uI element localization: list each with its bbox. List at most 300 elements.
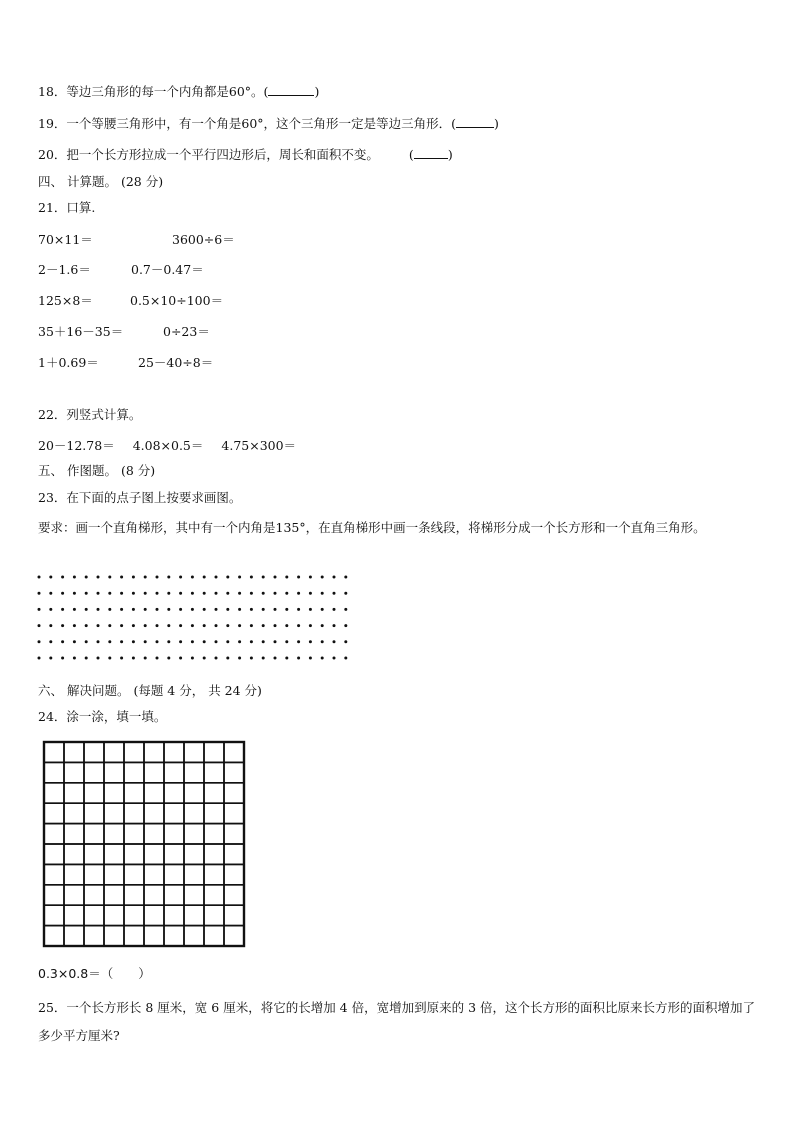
grid-dot[interactable] [144,657,147,660]
grid-dot[interactable] [262,576,265,579]
grid-dot[interactable] [156,576,159,579]
grid-cell[interactable] [64,803,84,823]
grid-dot[interactable] [274,576,277,579]
question-24-expression: 0.3×0.8＝（ ） [38,966,151,981]
grid-dot[interactable] [285,640,288,643]
grid-cell[interactable] [184,864,204,884]
grid-cell[interactable] [204,885,224,905]
grid-cell[interactable] [224,783,244,803]
grid-cell[interactable] [124,905,144,925]
grid-dot[interactable] [97,592,100,595]
grid-dot[interactable] [215,657,218,660]
grid-dot[interactable] [167,640,170,643]
grid-cell[interactable] [164,824,184,844]
grid-dot[interactable] [108,640,111,643]
grid-dot[interactable] [49,657,52,660]
column-calc-item: 20－12.78＝ [38,438,115,453]
grid-dot[interactable] [203,592,206,595]
grid-dot[interactable] [344,576,347,579]
question-18-text: 18．等边三角形的每一个内角都是60°。( [38,84,269,99]
grid-dot[interactable] [203,657,206,660]
grid-cell[interactable] [104,762,124,782]
grid-cell[interactable] [164,905,184,925]
grid-dot[interactable] [262,592,265,595]
grid-dot[interactable] [309,608,312,611]
grid-cell[interactable] [164,803,184,823]
mental-math-item: 1＋0.69＝ [38,355,99,370]
grid-dot[interactable] [262,608,265,611]
grid-dot[interactable] [226,624,229,627]
grid-dot[interactable] [285,592,288,595]
grid-dot[interactable] [297,657,300,660]
grid-dot[interactable] [285,624,288,627]
grid-cell[interactable] [44,803,64,823]
grid-dot[interactable] [321,608,324,611]
grid-dot[interactable] [250,592,253,595]
grid-dot[interactable] [191,608,194,611]
grid-dot[interactable] [156,657,159,660]
grid-dot[interactable] [238,624,241,627]
grid-cell[interactable] [64,864,84,884]
grid-dot[interactable] [344,592,347,595]
grid-cell[interactable] [224,844,244,864]
answer-blank[interactable] [268,84,314,96]
grid-dot[interactable] [49,592,52,595]
grid-cell[interactable] [204,824,224,844]
grid-dot[interactable] [108,624,111,627]
grid-cell[interactable] [224,885,244,905]
grid-dot[interactable] [144,608,147,611]
grid-dot[interactable] [333,624,336,627]
grid-dot[interactable] [73,657,76,660]
grid-dot[interactable] [250,576,253,579]
grid-dot[interactable] [297,640,300,643]
grid-dot[interactable] [120,592,123,595]
grid-cell[interactable] [164,783,184,803]
grid-dot[interactable] [274,640,277,643]
question-20-close: ) [447,147,453,162]
grid-cell[interactable] [184,844,204,864]
grid-cell[interactable] [204,864,224,884]
grid-dot[interactable] [73,640,76,643]
grid-cell[interactable] [84,844,104,864]
grid-dot[interactable] [108,657,111,660]
grid-dot[interactable] [321,576,324,579]
grid-cell[interactable] [144,926,164,946]
grid-cell[interactable] [164,742,184,762]
grid-dot[interactable] [285,657,288,660]
grid-dot[interactable] [179,657,182,660]
grid-dot[interactable] [274,608,277,611]
question-21-title: 21．口算. [38,200,96,215]
grid-dot[interactable] [167,657,170,660]
grid-cell[interactable] [84,926,104,946]
grid-dot[interactable] [203,576,206,579]
grid-cell[interactable] [64,926,84,946]
grid-cell[interactable] [144,844,164,864]
grid-dot[interactable] [215,576,218,579]
grid-cell[interactable] [124,742,144,762]
dot-grid[interactable] [36,574,354,666]
grid-dot[interactable] [297,592,300,595]
grid-cell[interactable] [104,742,124,762]
grid-cell[interactable] [104,905,124,925]
grid-cell[interactable] [224,864,244,884]
grid-cell[interactable] [44,742,64,762]
grid-dot[interactable] [132,657,135,660]
grid-dot[interactable] [38,608,41,611]
grid-dot[interactable] [344,624,347,627]
grid-cell[interactable] [44,762,64,782]
grid-dot[interactable] [61,576,64,579]
grid-dot[interactable] [132,576,135,579]
question-20-text: 20．把一个长方形拉成一个平行四边形后，周长和面积不变。 [38,147,379,162]
grid-cell[interactable] [164,864,184,884]
grid-cell[interactable] [64,905,84,925]
grid-dot[interactable] [132,624,135,627]
grid-dot[interactable] [61,640,64,643]
grid-dot[interactable] [344,640,347,643]
grid-dot[interactable] [191,624,194,627]
grid-cell[interactable] [104,844,124,864]
grid-cell[interactable] [144,783,164,803]
answer-blank[interactable] [456,116,494,128]
grid-dot[interactable] [238,576,241,579]
grid-dot[interactable] [85,624,88,627]
grid-dot[interactable] [144,624,147,627]
grid-cell[interactable] [204,803,224,823]
grid-cell[interactable] [64,742,84,762]
grid-dot[interactable] [238,657,241,660]
grid-cell[interactable] [184,905,204,925]
grid-dot[interactable] [285,608,288,611]
grid-dot[interactable] [179,576,182,579]
grid-cell[interactable] [184,742,204,762]
section-4-heading: 四、 计算题。 (28 分) [38,174,164,189]
grid-dot[interactable] [179,608,182,611]
grid-cell[interactable] [44,905,64,925]
grid-dot[interactable] [38,640,41,643]
grid-dot[interactable] [73,576,76,579]
grid-dot[interactable] [250,624,253,627]
grid-cell[interactable] [44,926,64,946]
grid-cell[interactable] [224,762,244,782]
mental-math-item: 35＋16－35＝ [38,324,124,339]
mental-math-row [38,262,91,278]
grid-cell[interactable] [104,885,124,905]
grid-cell[interactable] [124,885,144,905]
grid-cell[interactable] [64,885,84,905]
grid-dot[interactable] [49,640,52,643]
grid-cell[interactable] [224,803,244,823]
grid-cell[interactable] [144,762,164,782]
grid-dot[interactable] [238,608,241,611]
grid-dot[interactable] [85,576,88,579]
grid-cell[interactable] [64,783,84,803]
mental-math-item: 3600÷6＝ [172,232,235,247]
grid-dot[interactable] [309,592,312,595]
grid-cell[interactable] [184,783,204,803]
grid-dot[interactable] [262,640,265,643]
question-20-open: ( [408,147,414,162]
grid-dot[interactable] [321,640,324,643]
grid-dot[interactable] [309,624,312,627]
question-20 [38,147,453,163]
grid-dot[interactable] [120,640,123,643]
question-18 [38,84,319,100]
grid-dot[interactable] [333,640,336,643]
grid-dot[interactable] [120,608,123,611]
grid-cell[interactable] [144,905,164,925]
mental-math-row [38,232,93,248]
grid-dot[interactable] [250,657,253,660]
grid-cell[interactable] [44,844,64,864]
grid-cell[interactable] [224,742,244,762]
grid-dot[interactable] [203,624,206,627]
grid-dot[interactable] [226,608,229,611]
mental-math-item: 0.5×10÷100＝ [130,293,224,308]
grid-dot[interactable] [344,608,347,611]
grid-dot[interactable] [156,608,159,611]
mental-math-item: 70×11＝ [38,232,93,247]
grid-cell[interactable] [184,885,204,905]
grid-dot[interactable] [297,576,300,579]
question-19 [38,116,499,132]
grid-dot[interactable] [156,640,159,643]
grid-dot[interactable] [144,576,147,579]
grid-cell[interactable] [144,824,164,844]
grid-dot[interactable] [262,624,265,627]
grid-cell[interactable] [224,824,244,844]
grid-dot[interactable] [333,592,336,595]
grid-cell[interactable] [224,926,244,946]
grid-dot[interactable] [97,576,100,579]
grid-cell[interactable] [184,824,204,844]
mental-math-item: 0.7－0.47＝ [131,262,204,277]
grid-cell[interactable] [144,885,164,905]
grid-cell[interactable] [204,926,224,946]
grid-cell[interactable] [44,864,64,884]
grid-cell[interactable] [84,885,104,905]
grid-dot[interactable] [61,592,64,595]
grid-cell[interactable] [224,905,244,925]
grid-dot[interactable] [85,657,88,660]
grid-cell[interactable] [104,783,124,803]
grid-dot[interactable] [167,608,170,611]
grid-dot[interactable] [226,657,229,660]
grid-dot[interactable] [333,576,336,579]
grid-cell[interactable] [144,742,164,762]
grid-cell[interactable] [104,803,124,823]
grid-dot[interactable] [226,576,229,579]
grid-dot[interactable] [203,608,206,611]
grid-cell[interactable] [44,885,64,905]
grid-cell[interactable] [124,783,144,803]
grid-dot[interactable] [215,624,218,627]
grid-cell[interactable] [204,905,224,925]
grid-cell[interactable] [164,926,184,946]
grid-cell[interactable] [164,885,184,905]
grid-dot[interactable] [132,608,135,611]
grid-cell[interactable] [64,824,84,844]
mental-math-item: 2－1.6＝ [38,262,91,277]
grid-dot[interactable] [215,592,218,595]
grid-dot[interactable] [274,592,277,595]
grid-dot[interactable] [309,640,312,643]
grid-cell[interactable] [84,864,104,884]
grid-dot[interactable] [297,624,300,627]
grid-dot[interactable] [61,608,64,611]
grid-dot[interactable] [49,608,52,611]
grid-cell[interactable] [44,783,64,803]
grid-cell[interactable] [104,926,124,946]
grid-dot[interactable] [49,576,52,579]
mental-math-row [38,324,123,340]
grid-dot[interactable] [132,592,135,595]
grid-dot[interactable] [179,640,182,643]
grid-cell[interactable] [124,864,144,884]
answer-blank[interactable] [414,147,448,159]
grid-dot[interactable] [144,640,147,643]
grid-dot[interactable] [108,576,111,579]
grid-dot[interactable] [191,592,194,595]
grid-dot[interactable] [309,657,312,660]
grid-dot[interactable] [321,592,324,595]
grid-dot[interactable] [285,576,288,579]
grid-dot[interactable] [309,576,312,579]
grid-cell[interactable] [144,864,164,884]
grid-cell[interactable] [104,824,124,844]
grid-dot[interactable] [321,657,324,660]
grid-dot[interactable] [226,640,229,643]
grid-dot[interactable] [167,576,170,579]
grid-dot[interactable] [297,608,300,611]
grid-dot[interactable] [97,624,100,627]
grid-dot[interactable] [333,657,336,660]
grid-cell[interactable] [184,803,204,823]
grid-cell[interactable] [184,762,204,782]
grid-dot[interactable] [49,624,52,627]
grid-dot[interactable] [38,624,41,627]
grid-cell[interactable] [64,762,84,782]
section-6-heading: 六、 解决问题。 (每题 4 分， 共 24 分) [38,683,262,698]
grid-cell[interactable] [124,926,144,946]
grid-dot[interactable] [238,640,241,643]
grid-cell[interactable] [204,783,224,803]
grid-cell[interactable] [44,824,64,844]
grid-cell[interactable] [84,783,104,803]
grid-dot[interactable] [97,657,100,660]
grid-cell[interactable] [84,803,104,823]
grid-dot[interactable] [215,640,218,643]
grid-cell[interactable] [144,803,164,823]
grid-dot[interactable] [108,608,111,611]
grid-dot[interactable] [274,657,277,660]
column-calc-item: 4.75×300＝ [221,438,297,453]
question-23-title: 23．在下面的点子图上按要求画图。 [38,490,242,505]
grid-dot[interactable] [333,608,336,611]
grid-cell[interactable] [64,844,84,864]
grid-cell[interactable] [164,762,184,782]
grid-cell[interactable] [204,762,224,782]
grid-dot[interactable] [274,624,277,627]
grid-dot[interactable] [73,624,76,627]
grid-dot[interactable] [38,576,41,579]
question-22-title: 22．列竖式计算。 [38,407,142,422]
grid-cell[interactable] [84,742,104,762]
grid-dot[interactable] [226,592,229,595]
grid-dot[interactable] [97,640,100,643]
grid-dot[interactable] [250,608,253,611]
grid-dot[interactable] [321,624,324,627]
grid-dot[interactable] [191,640,194,643]
grid-cell[interactable] [84,905,104,925]
grid-dot[interactable] [61,624,64,627]
column-calc-row [38,438,296,454]
mental-math-item: 0÷23＝ [163,324,210,339]
grid-dot[interactable] [132,640,135,643]
grid-dot[interactable] [344,657,347,660]
square-grid[interactable] [42,740,248,948]
grid-cell[interactable] [104,864,124,884]
grid-dot[interactable] [238,592,241,595]
grid-dot[interactable] [61,657,64,660]
grid-cell[interactable] [204,742,224,762]
grid-dot[interactable] [191,576,194,579]
grid-cell[interactable] [124,844,144,864]
grid-cell[interactable] [184,926,204,946]
grid-dot[interactable] [120,624,123,627]
question-19-text: 19．一个等腰三角形中，有一个角是60°，这个三角形一定是等边三角形．( [38,116,456,131]
grid-cell[interactable] [124,824,144,844]
mental-math-row [38,355,99,371]
grid-dot[interactable] [156,624,159,627]
grid-dot[interactable] [144,592,147,595]
grid-dot[interactable] [191,657,194,660]
grid-cell[interactable] [124,803,144,823]
grid-dot[interactable] [167,592,170,595]
grid-dot[interactable] [38,592,41,595]
grid-cell[interactable] [84,824,104,844]
grid-dot[interactable] [262,657,265,660]
grid-dot[interactable] [179,592,182,595]
mental-math-item: 25－40÷8＝ [138,355,214,370]
grid-dot[interactable] [203,640,206,643]
grid-dot[interactable] [73,608,76,611]
grid-dot[interactable] [120,576,123,579]
grid-cell[interactable] [164,844,184,864]
grid-dot[interactable] [108,592,111,595]
grid-dot[interactable] [97,608,100,611]
grid-dot[interactable] [85,592,88,595]
question-24-title: 24．涂一涂，填一填。 [38,709,167,724]
question-23-requirement: 要求：画一个直角梯形，其中有一个内角是135°，在直角梯形中画一条线段，将梯形分成一个长方形和一个直角三角形。 [38,520,706,535]
grid-dot[interactable] [215,608,218,611]
grid-dot[interactable] [120,657,123,660]
grid-dot[interactable] [73,592,76,595]
grid-dot[interactable] [250,640,253,643]
grid-dot[interactable] [85,608,88,611]
grid-cell[interactable] [204,844,224,864]
question-19-close: ) [493,116,499,131]
grid-cell[interactable] [124,762,144,782]
grid-dot[interactable] [179,624,182,627]
grid-dot[interactable] [38,657,41,660]
grid-cell[interactable] [84,762,104,782]
grid-dot[interactable] [156,592,159,595]
grid-dot[interactable] [85,640,88,643]
grid-dot[interactable] [167,624,170,627]
